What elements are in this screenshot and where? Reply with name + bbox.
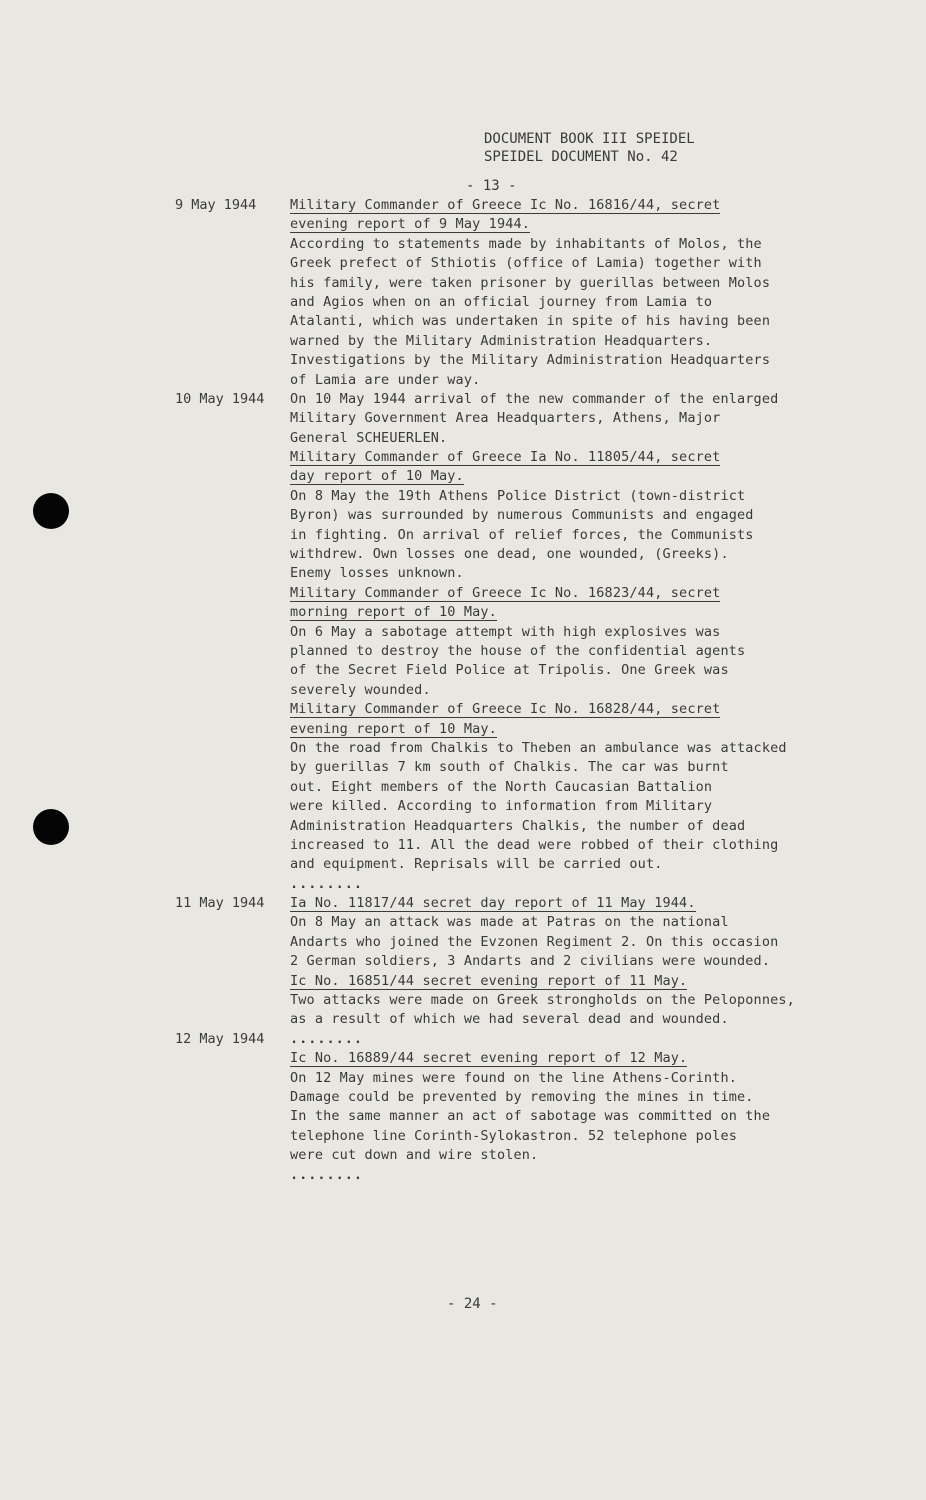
line-text: telephone line Corinth-Sylokastron. 52 telephone poles bbox=[290, 1127, 737, 1144]
page-number-bottom: - 24 - bbox=[447, 1296, 498, 1312]
line-text: On 12 May mines were found on the line Athens-Corinth. bbox=[290, 1069, 737, 1086]
text-line bbox=[290, 642, 880, 661]
line-text: Military Commander of Greece Ia No. 11805/44, secret bbox=[290, 449, 721, 466]
text-line bbox=[290, 371, 880, 390]
line-text: General SCHEUERLEN. bbox=[290, 429, 448, 446]
line-text: warned by the Military Administration Headquarters. bbox=[290, 332, 713, 349]
entry-date: 11 May 1944 bbox=[175, 895, 265, 912]
line-text: Ic No. 16889/44 secret evening report of 12 May. bbox=[290, 1050, 688, 1067]
report-reference-line bbox=[290, 972, 880, 991]
line-text: morning report of 10 May. bbox=[290, 604, 497, 621]
line-text: Ic No. 16851/44 secret evening report of 11 May. bbox=[290, 972, 688, 989]
text-line bbox=[290, 254, 880, 273]
line-text: increased to 11. All the dead were robbed of their clothing bbox=[290, 836, 779, 853]
line-text: In the same manner an act of sabotage was committed on the bbox=[290, 1108, 771, 1125]
line-text: ........ bbox=[290, 1030, 364, 1047]
text-line bbox=[290, 739, 880, 758]
line-text: Atalanti, which was undertaken in spite of his having been bbox=[290, 313, 771, 330]
text-line bbox=[290, 409, 880, 428]
text-line bbox=[290, 429, 880, 448]
header-line-2: SPEIDEL DOCUMENT No. 42 bbox=[484, 149, 678, 165]
line-text: On 8 May the 19th Athens Police District (town-district bbox=[290, 487, 746, 504]
line-text: Two attacks were made on Greek strongholds on the Peloponnes, bbox=[290, 992, 795, 1009]
ellipsis-line bbox=[290, 1030, 880, 1049]
entry-date: 10 May 1944 bbox=[175, 390, 265, 407]
line-text: his family, were taken prisoner by guerillas between Molos bbox=[290, 274, 771, 291]
text-line bbox=[290, 506, 880, 525]
line-text: On 10 May 1944 arrival of the new commander of the enlarged bbox=[290, 390, 779, 407]
text-line bbox=[290, 623, 880, 642]
line-text: and equipment. Reprisals will be carried out. bbox=[290, 856, 663, 873]
line-text: were cut down and wire stolen. bbox=[290, 1147, 539, 1164]
line-text: Military Commander of Greece Ic No. 16828/44, secret bbox=[290, 701, 721, 718]
line-text: evening report of 9 May 1944. bbox=[290, 216, 531, 233]
report-reference-line bbox=[290, 700, 880, 719]
line-text: of Lamia are under way. bbox=[290, 371, 481, 388]
diary-entry bbox=[0, 1030, 926, 1185]
line-text: of the Secret Field Police at Tripolis. One Greek was bbox=[290, 662, 729, 679]
line-text: On the road from Chalkis to Theben an ambulance was attacked bbox=[290, 739, 787, 756]
line-text: Military Commander of Greece Ic No. 16823/44, secret bbox=[290, 584, 721, 601]
text-line bbox=[290, 312, 880, 331]
text-line bbox=[290, 991, 880, 1010]
entry-text bbox=[290, 1030, 880, 1185]
text-line bbox=[290, 758, 880, 777]
text-line bbox=[290, 1010, 880, 1029]
line-text: by guerillas 7 km south of Chalkis. The car was burnt bbox=[290, 759, 729, 776]
line-text: out. Eight members of the North Caucasian Battalion bbox=[290, 778, 713, 795]
line-text: evening report of 10 May. bbox=[290, 720, 497, 737]
line-text: Enemy losses unknown. bbox=[290, 565, 464, 582]
report-reference-line bbox=[290, 584, 880, 603]
report-reference-line bbox=[290, 196, 880, 215]
text-line bbox=[290, 274, 880, 293]
report-reference-line bbox=[290, 603, 880, 622]
text-line bbox=[290, 526, 880, 545]
text-line bbox=[290, 661, 880, 680]
report-reference-line bbox=[290, 215, 880, 234]
line-text: withdrew. Own losses one dead, one wounded, (Greeks). bbox=[290, 546, 729, 563]
report-reference-line bbox=[290, 720, 880, 739]
text-line bbox=[290, 564, 880, 583]
diary-entries bbox=[0, 196, 926, 1185]
line-text: as a result of which we had several dead and wounded. bbox=[290, 1011, 729, 1028]
report-reference-line bbox=[290, 467, 880, 486]
line-text: Military Commander of Greece Ic No. 16816/44, secret bbox=[290, 197, 721, 213]
report-reference-line bbox=[290, 448, 880, 467]
ellipsis-line bbox=[290, 875, 880, 894]
diary-entry bbox=[0, 894, 926, 1030]
report-reference-line bbox=[290, 894, 880, 913]
text-line bbox=[290, 1107, 880, 1126]
text-line bbox=[290, 487, 880, 506]
text-line bbox=[290, 797, 880, 816]
entry-date: 9 May 1944 bbox=[175, 197, 257, 213]
line-text: ........ bbox=[290, 1166, 364, 1183]
line-text: On 6 May a sabotage attempt with high explosives was bbox=[290, 623, 721, 640]
entry-text bbox=[290, 894, 880, 1030]
line-text: Greek prefect of Sthiotis (office of Lamia) together with bbox=[290, 255, 762, 272]
text-line bbox=[290, 952, 880, 971]
line-text: 2 German soldiers, 3 Andarts and 2 civilians were wounded. bbox=[290, 953, 771, 970]
line-text: severely wounded. bbox=[290, 681, 431, 698]
ellipsis-line bbox=[290, 1166, 880, 1185]
text-line bbox=[290, 545, 880, 564]
line-text: Investigations by the Military Administration Headquarters bbox=[290, 352, 771, 369]
line-text: and Agios when on an official journey from Lamia to bbox=[290, 293, 713, 310]
text-line bbox=[290, 681, 880, 700]
text-line bbox=[290, 332, 880, 351]
document-header bbox=[484, 130, 695, 166]
line-text: Byron) was surrounded by numerous Communists and engaged bbox=[290, 507, 754, 524]
line-text: Administration Headquarters Chalkis, the number of dead bbox=[290, 817, 746, 834]
text-line bbox=[290, 293, 880, 312]
line-text: Andarts who joined the Evzonen Regiment 2. On this occasion bbox=[290, 933, 779, 950]
header-line-1: DOCUMENT BOOK III SPEIDEL bbox=[484, 131, 695, 147]
line-text: in fighting. On arrival of relief forces, the Communists bbox=[290, 526, 754, 543]
text-line bbox=[290, 390, 880, 409]
text-line bbox=[290, 913, 880, 932]
line-text: day report of 10 May. bbox=[290, 468, 464, 485]
line-text: Damage could be prevented by removing the mines in time. bbox=[290, 1088, 754, 1105]
text-line bbox=[290, 933, 880, 952]
text-line bbox=[290, 1088, 880, 1107]
line-text: On 8 May an attack was made at Patras on the national bbox=[290, 914, 729, 931]
entry-text bbox=[290, 390, 880, 894]
diary-entry bbox=[0, 196, 926, 390]
line-text: ........ bbox=[290, 875, 364, 892]
text-line bbox=[290, 1069, 880, 1088]
diary-entry bbox=[0, 390, 926, 894]
report-reference-line bbox=[290, 1049, 880, 1068]
entry-date: 12 May 1944 bbox=[175, 1030, 265, 1047]
line-text: planned to destroy the house of the confidential agents bbox=[290, 642, 746, 659]
entry-text bbox=[290, 196, 880, 390]
text-line bbox=[290, 817, 880, 836]
text-line bbox=[290, 351, 880, 370]
line-text: Military Government Area Headquarters, Athens, Major bbox=[290, 410, 721, 427]
text-line bbox=[290, 235, 880, 254]
line-text: were killed. According to information from Military bbox=[290, 798, 713, 815]
line-text: According to statements made by inhabitants of Molos, the bbox=[290, 235, 762, 252]
line-text: Ia No. 11817/44 secret day report of 11 May 1944. bbox=[290, 895, 696, 912]
text-line bbox=[290, 855, 880, 874]
text-line bbox=[290, 836, 880, 855]
page-number-top: - 13 - bbox=[466, 178, 517, 194]
text-line bbox=[290, 778, 880, 797]
text-line bbox=[290, 1146, 880, 1165]
text-line bbox=[290, 1127, 880, 1146]
